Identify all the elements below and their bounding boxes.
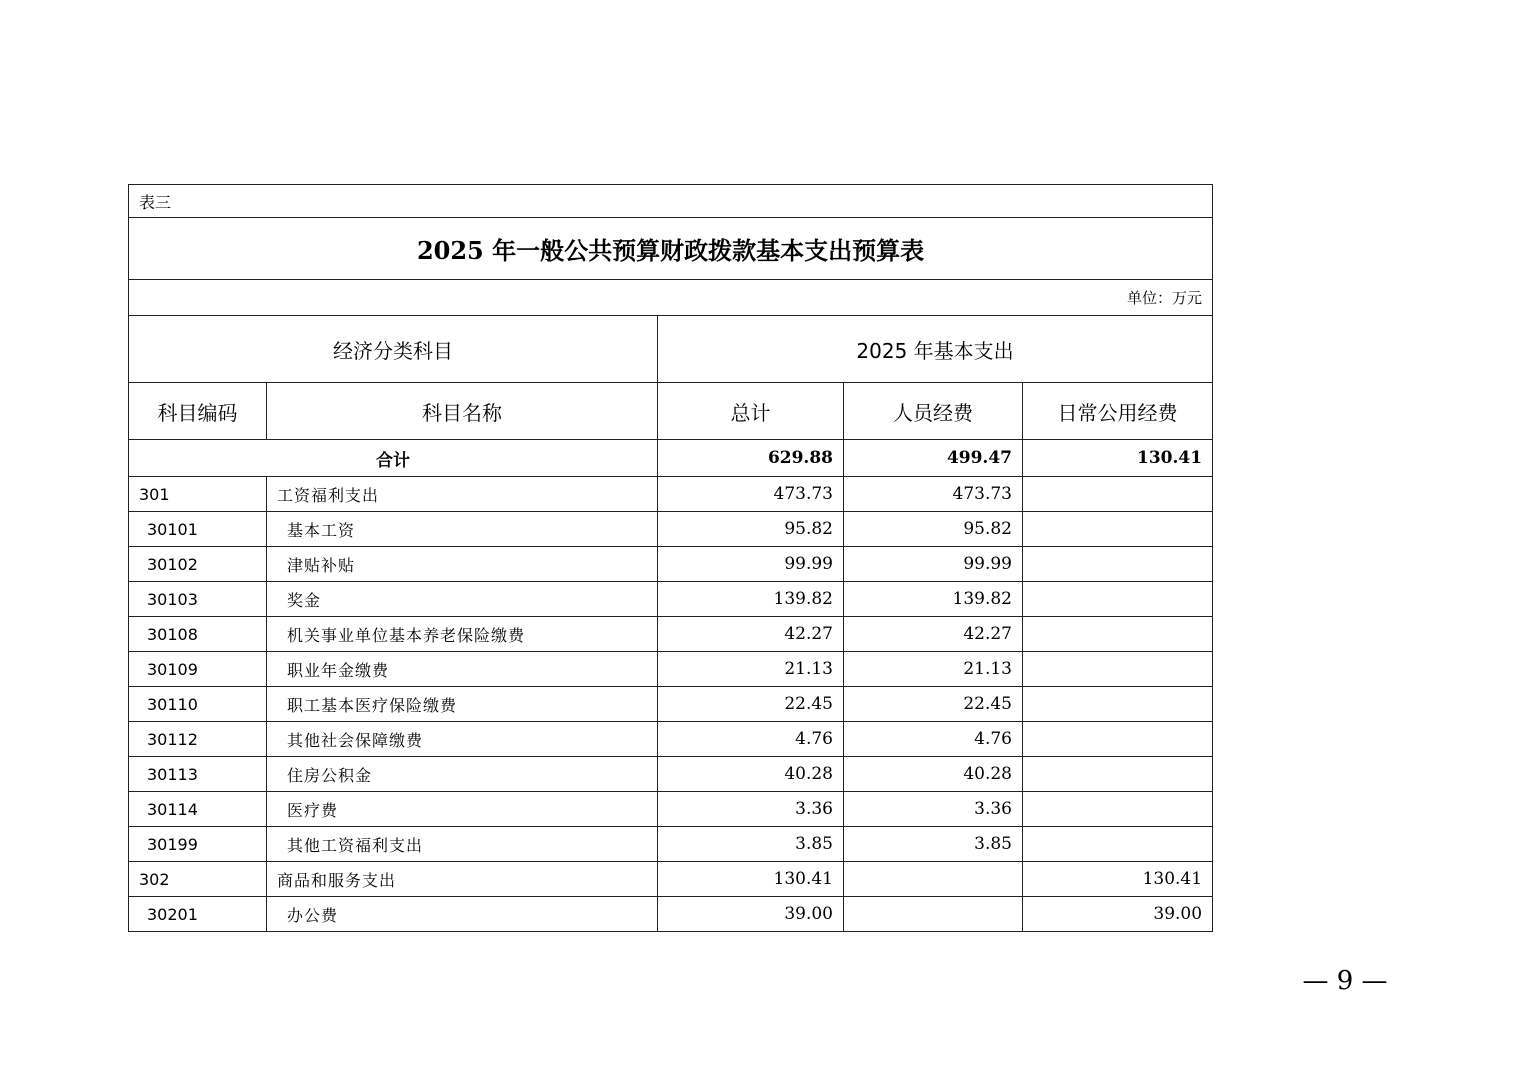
row-name: 其他社会保障缴费 xyxy=(267,722,658,757)
row-public xyxy=(1023,512,1213,547)
row-public: 130.41 xyxy=(1023,862,1213,897)
unit-label: 单位：万元 xyxy=(129,280,1213,316)
row-personnel: 95.82 xyxy=(844,512,1023,547)
row-public xyxy=(1023,687,1213,722)
row-personnel: 22.45 xyxy=(844,687,1023,722)
row-public xyxy=(1023,477,1213,512)
header-public: 日常公用经费 xyxy=(1023,383,1213,440)
row-total: 42.27 xyxy=(658,617,844,652)
row-public xyxy=(1023,722,1213,757)
row-name: 奖金 xyxy=(267,582,658,617)
row-code: 30199 xyxy=(129,827,267,862)
row-public xyxy=(1023,547,1213,582)
row-code: 302 xyxy=(129,862,267,897)
row-public xyxy=(1023,617,1213,652)
row-total: 22.45 xyxy=(658,687,844,722)
row-name: 津贴补贴 xyxy=(267,547,658,582)
row-personnel xyxy=(844,862,1023,897)
page-number: — 9 — xyxy=(1302,966,1388,996)
table-row xyxy=(129,512,1213,547)
header-name: 科目名称 xyxy=(267,383,658,440)
row-total: 99.99 xyxy=(658,547,844,582)
table-row xyxy=(129,897,1213,932)
row-code: 30113 xyxy=(129,757,267,792)
table-row xyxy=(129,652,1213,687)
total-label: 合计 xyxy=(129,440,658,477)
row-total: 473.73 xyxy=(658,477,844,512)
row-public xyxy=(1023,582,1213,617)
row-total: 139.82 xyxy=(658,582,844,617)
row-personnel: 40.28 xyxy=(844,757,1023,792)
table-row xyxy=(129,477,1213,512)
row-personnel: 3.36 xyxy=(844,792,1023,827)
header-total: 总计 xyxy=(658,383,844,440)
row-personnel: 4.76 xyxy=(844,722,1023,757)
row-total: 3.85 xyxy=(658,827,844,862)
row-total: 130.41 xyxy=(658,862,844,897)
row-personnel: 99.99 xyxy=(844,547,1023,582)
total-personnel: 499.47 xyxy=(844,440,1023,477)
row-total: 21.13 xyxy=(658,652,844,687)
row-name: 办公费 xyxy=(267,897,658,932)
total-row xyxy=(129,440,1213,477)
row-personnel: 21.13 xyxy=(844,652,1023,687)
row-name: 其他工资福利支出 xyxy=(267,827,658,862)
table-row xyxy=(129,827,1213,862)
total-total: 629.88 xyxy=(658,440,844,477)
row-name: 住房公积金 xyxy=(267,757,658,792)
header-code: 科目编码 xyxy=(129,383,267,440)
table-row xyxy=(129,547,1213,582)
row-code: 30109 xyxy=(129,652,267,687)
table-caption: 表三 xyxy=(129,185,1213,218)
header-personnel: 人员经费 xyxy=(844,383,1023,440)
row-public xyxy=(1023,827,1213,862)
row-personnel: 473.73 xyxy=(844,477,1023,512)
row-public xyxy=(1023,652,1213,687)
row-public: 39.00 xyxy=(1023,897,1213,932)
header-basic-expenditure: 2025 年基本支出 xyxy=(658,316,1213,383)
row-name: 商品和服务支出 xyxy=(267,862,658,897)
row-code: 30103 xyxy=(129,582,267,617)
row-name: 工资福利支出 xyxy=(267,477,658,512)
row-total: 3.36 xyxy=(658,792,844,827)
table-row xyxy=(129,617,1213,652)
row-code: 30114 xyxy=(129,792,267,827)
table-row xyxy=(129,687,1213,722)
table-row xyxy=(129,582,1213,617)
row-code: 30108 xyxy=(129,617,267,652)
table-row xyxy=(129,792,1213,827)
total-public: 130.41 xyxy=(1023,440,1213,477)
row-personnel: 42.27 xyxy=(844,617,1023,652)
row-name: 职工基本医疗保险缴费 xyxy=(267,687,658,722)
row-personnel xyxy=(844,897,1023,932)
row-total: 40.28 xyxy=(658,757,844,792)
row-code: 30110 xyxy=(129,687,267,722)
row-code: 301 xyxy=(129,477,267,512)
row-code: 30102 xyxy=(129,547,267,582)
row-name: 基本工资 xyxy=(267,512,658,547)
header-economic-classification: 经济分类科目 xyxy=(129,316,658,383)
row-name: 职业年金缴费 xyxy=(267,652,658,687)
row-total: 4.76 xyxy=(658,722,844,757)
row-personnel: 139.82 xyxy=(844,582,1023,617)
row-total: 39.00 xyxy=(658,897,844,932)
row-personnel: 3.85 xyxy=(844,827,1023,862)
table-row xyxy=(129,722,1213,757)
row-total: 95.82 xyxy=(658,512,844,547)
table-row xyxy=(129,862,1213,897)
row-public xyxy=(1023,792,1213,827)
budget-table xyxy=(128,184,1213,932)
row-code: 30201 xyxy=(129,897,267,932)
row-public xyxy=(1023,757,1213,792)
row-code: 30112 xyxy=(129,722,267,757)
row-name: 医疗费 xyxy=(267,792,658,827)
table-row xyxy=(129,757,1213,792)
row-name: 机关事业单位基本养老保险缴费 xyxy=(267,617,658,652)
table-title: 2025 年一般公共预算财政拨款基本支出预算表 xyxy=(129,218,1213,280)
row-code: 30101 xyxy=(129,512,267,547)
